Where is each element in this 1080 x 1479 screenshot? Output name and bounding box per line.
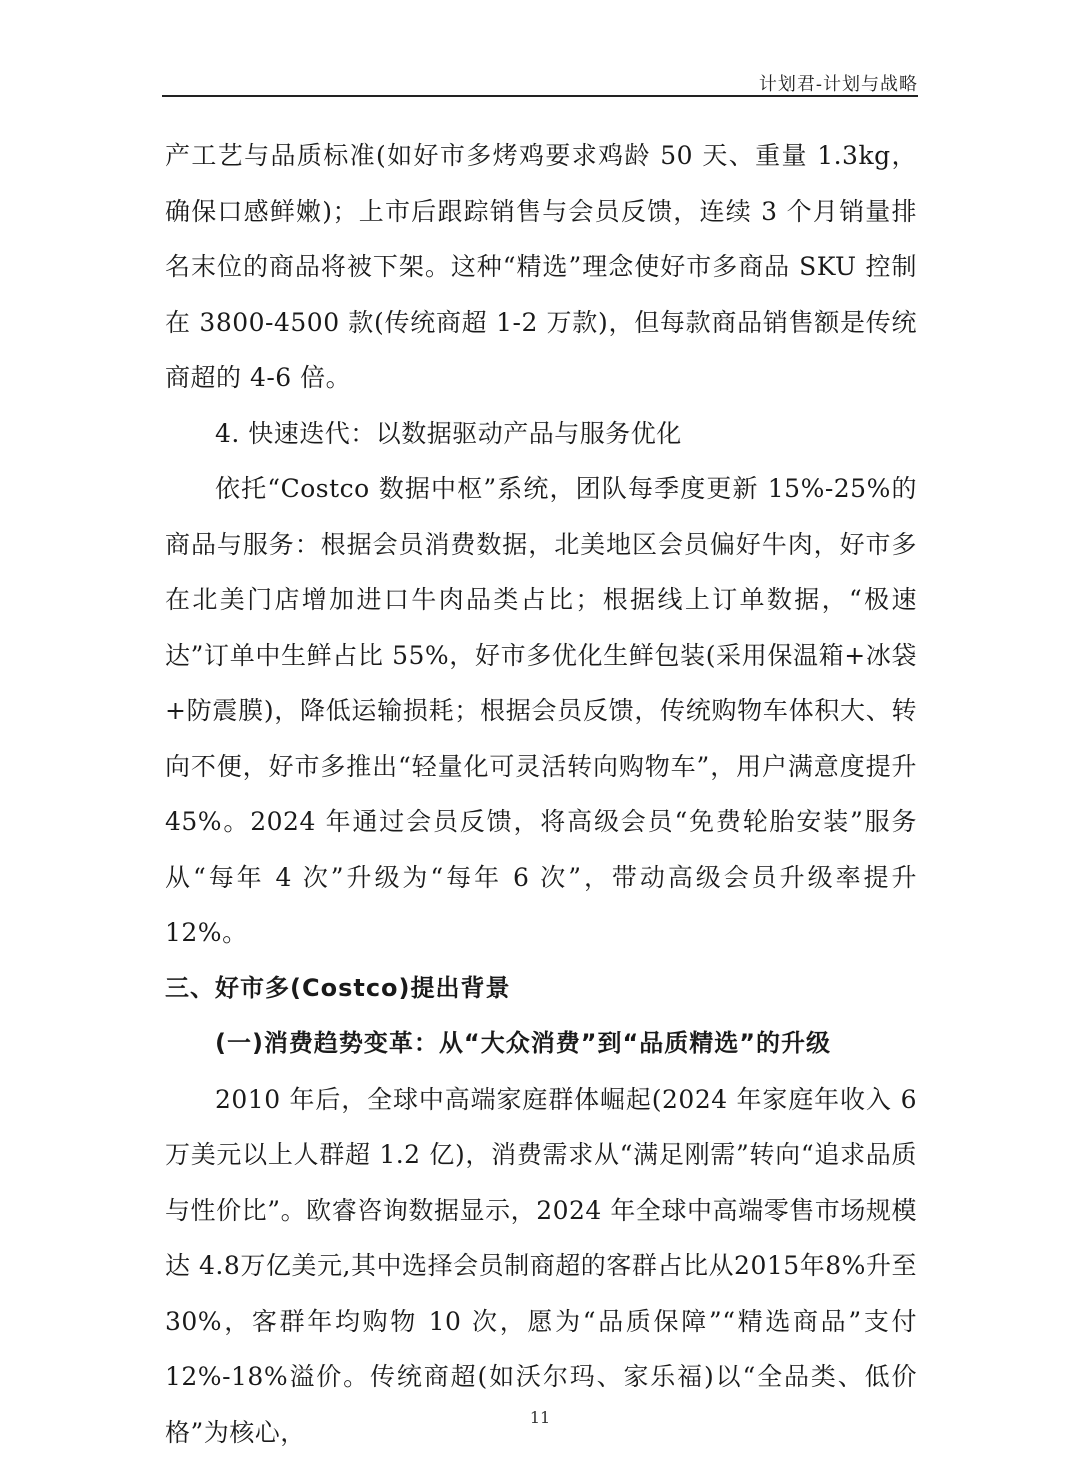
chapter-3-heading: 三、好市多(Costco)提出背景 <box>165 973 511 1002</box>
section-4-paragraph: 依托“Costco 数据中枢”系统，团队每季度更新 15%-25%的商品与服务：根据会员消费数据，北美地区会员偏好牛肉，好市多在北美门店增加进口牛肉品类占比；根据线上订单数据，“极速达”订单中生鲜占比 55%，好市多优化生鲜包装(采用保温箱+冰袋+防震膜)，降低运输损耗；根据会员反馈，传统购物车体积大、转向不便，好市多推出“轻量化可灵活转向购物车”，用户满意度提升 45%。2024 年通过会员反馈，将高级会员“免费轮胎安装”服务从“每年 4 次”升级为“每年 6 次”，带动高级会员升级率提升 12%。 <box>165 474 917 947</box>
subsection-1-heading: (一)消费趋势变革：从“大众消费”到“品质精选”的升级 <box>215 1029 832 1057</box>
running-header: 计划君-计划与战略 <box>758 74 918 95</box>
section-4-heading: 4. 快速迭代：以数据驱动产品与服务优化 <box>215 418 682 448</box>
header-divider <box>162 95 918 97</box>
page-number: 11 <box>529 1408 551 1427</box>
page-body <box>165 128 917 1460</box>
subsection-1-paragraph: 2010 年后，全球中高端家庭群体崛起(2024 年家庭年收入 6 万美元以上人群超 1.2 亿)，消费需求从“满足刚需”转向“追求品质与性价比”。欧睿咨询数据显示，2024 年全球中高端零售市场规模达 4.8万亿美元,其中选择会员制商超的客群占比从2015年8%升至30%，客群年均购物 10 次，愿为“品质保障”“精选商品”支付 12%-18%溢价。传统商超(如沃尔玛、家乐福)以“全品类、低价格”为核心， <box>165 1084 917 1447</box>
continued-paragraph: 产工艺与品质标准(如好市多烤鸡要求鸡龄 50 天、重量 1.3kg，确保口感鲜嫩)；上市后跟踪销售与会员反馈，连续 3 个月销量排名末位的商品将被下架。这种“精选”理念使好市多商品 SKU 控制在 3800-4500 款(传统商超 1-2 万款)，但每款商品销售额是传统商超的 4-6 倍。 <box>165 141 917 392</box>
